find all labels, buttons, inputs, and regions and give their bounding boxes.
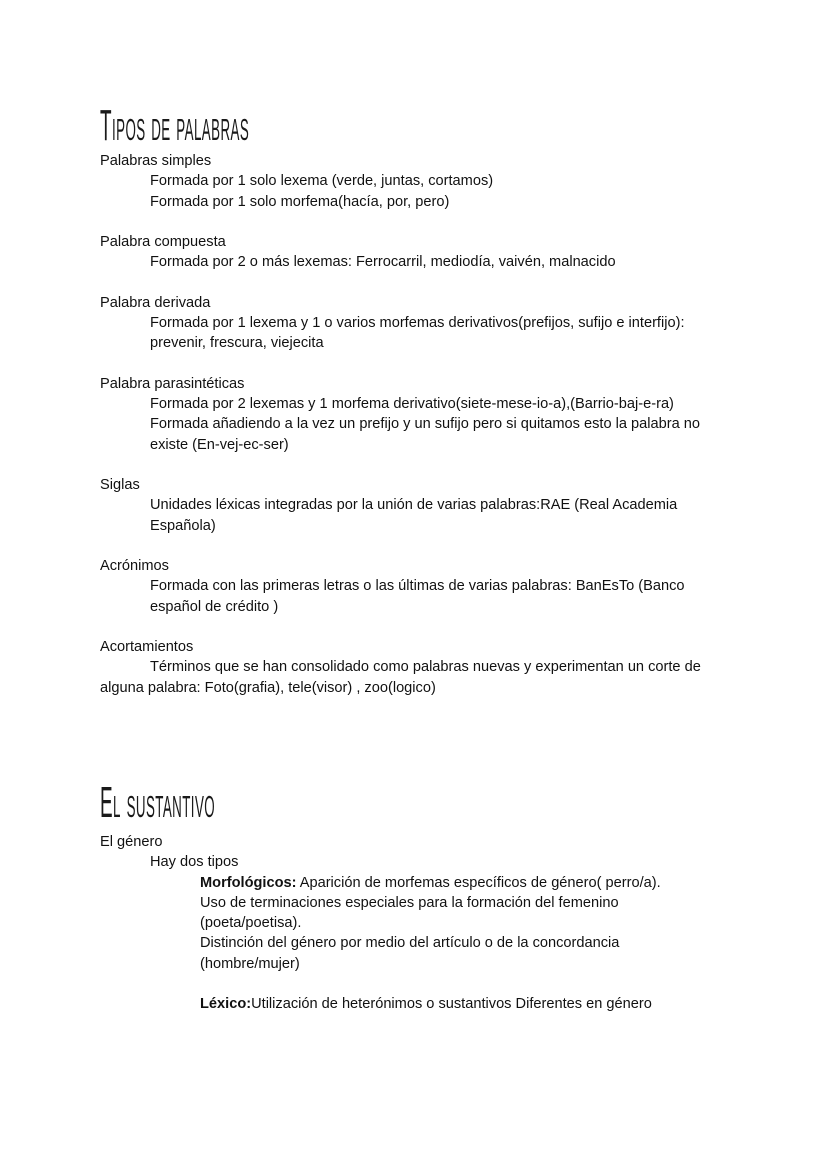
heading-palabra-derivada: Palabra derivada	[100, 294, 211, 311]
text-line: alguna palabra: Foto(grafia), tele(visor) , zoo(logico)	[100, 679, 436, 696]
text-line: Formada por 2 lexemas y 1 morfema derivativo(siete-mese-io-a),(Barrio-baj-e-ra)	[150, 396, 674, 412]
text-line: (hombre/mujer)	[200, 955, 300, 972]
text-line: Términos que se han consolidado como palabras nuevas y experimentan un corte de	[150, 659, 701, 676]
text-line: prevenir, frescura, viejecita	[150, 335, 324, 352]
subheading-hay-dos-tipos: Hay dos tipos	[150, 854, 239, 871]
heading-palabra-parasinteticas: Palabra parasintéticas	[100, 375, 245, 392]
text-line: Formada por 1 solo morfema(hacía, por, pero)	[150, 193, 450, 210]
text: Aparición de morfemas específicos de género( perro/a).	[296, 874, 661, 891]
text-line: español de crédito )	[150, 598, 279, 615]
text-line: (poeta/poetisa).	[200, 915, 302, 931]
text-line: Formada por 1 lexema y 1 o varios morfemas derivativos(prefijos, sufijo e interfijo):	[150, 315, 685, 331]
heading-acronimos: Acrónimos	[100, 558, 169, 574]
section-tipos-de-palabras	[100, 151, 760, 698]
text-line: Uso de terminaciones especiales para la formación del femenino	[200, 894, 619, 911]
section-title-tipos-de-palabras: Tipos de palabras	[100, 101, 250, 150]
label-morfologicos: Morfológicos:	[200, 874, 297, 891]
text-line: Formada añadiendo a la vez un prefijo y un sufijo pero si quitamos esto la palabra no	[150, 416, 701, 433]
text-line: Formada por 1 solo lexema (verde, juntas, cortamos)	[150, 173, 494, 190]
heading-acortamientos: Acortamientos	[100, 639, 194, 655]
heading-palabra-compuesta: Palabra compuesta	[100, 234, 226, 250]
text-line-lexico	[100, 994, 760, 1014]
text-line: Unidades léxicas integradas por la unión de varias palabras:RAE (Real Academia	[150, 497, 678, 514]
text: Utilización de heterónimos o sustantivos Diferentes en género	[251, 996, 652, 1012]
text-line: Distinción del género por medio del artículo o de la concordancia	[200, 935, 620, 952]
text-line: Formada con las primeras letras o las últimas de varias palabras: BanEsTo (Banco	[150, 578, 685, 595]
text-line: Española)	[150, 517, 216, 534]
text-line: Formada por 2 o más lexemas: Ferrocarril, mediodía, vaivén, malnacido	[150, 254, 616, 271]
heading-el-genero: El género	[100, 834, 163, 850]
heading-palabras-simples: Palabras simples	[100, 153, 212, 169]
section-el-sustantivo	[100, 832, 760, 1014]
section-title-el-sustantivo: El sustantivo	[100, 778, 216, 827]
heading-siglas: Siglas	[100, 477, 140, 493]
label-lexico: Léxico:	[200, 996, 252, 1012]
text-line: existe (En-vej-ec-ser)	[150, 436, 289, 453]
text-line-morfologicos	[100, 873, 760, 893]
